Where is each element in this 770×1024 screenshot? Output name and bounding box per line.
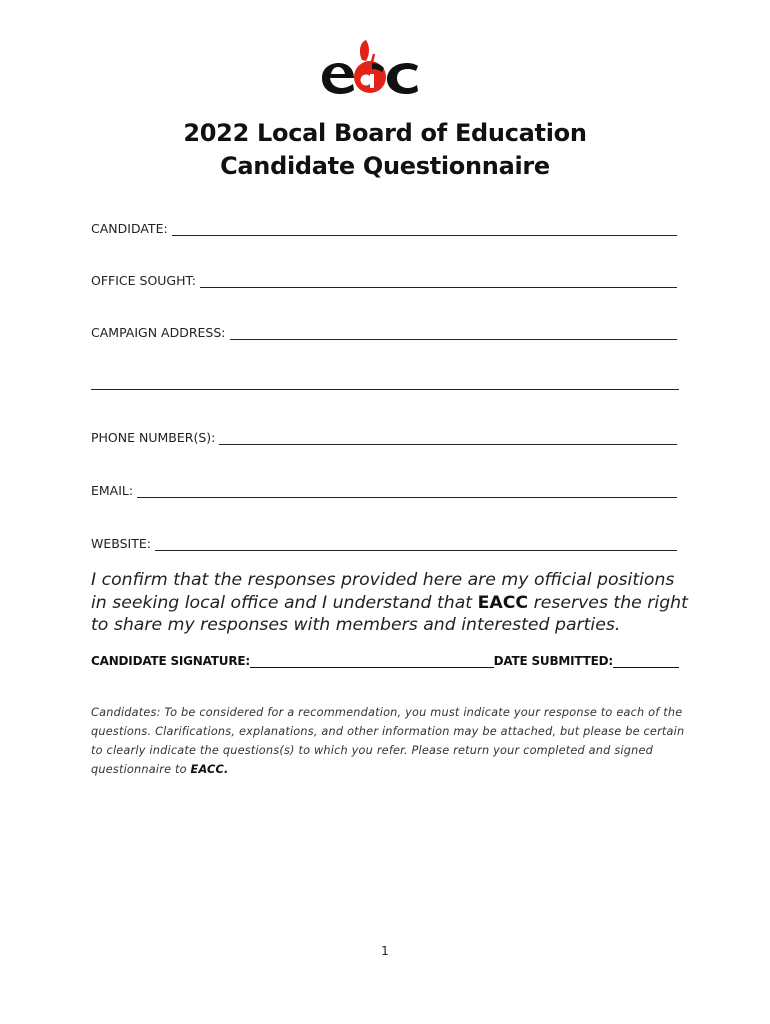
website-label: WEBSITE: (91, 536, 151, 551)
email-field[interactable] (91, 483, 677, 499)
confirmation-text-1: I confirm that the responses provided here are my official positions in seeking local office and I understand that (91, 570, 675, 613)
page-title-line2: Candidate Questionnaire (220, 152, 550, 180)
phone-input-line[interactable] (219, 431, 677, 445)
campaign-address-field[interactable] (91, 325, 677, 341)
signature-row (91, 653, 679, 669)
candidate-label: CANDIDATE: (91, 221, 168, 236)
campaign-address-label: CAMPAIGN ADDRESS: (91, 325, 226, 340)
page-number: 1 (381, 944, 389, 958)
signature-label: CANDIDATE SIGNATURE: (91, 654, 250, 668)
signature-input-line[interactable] (250, 654, 494, 668)
instructions-text: Candidates: To be considered for a recommendation, you must indicate your response to each of the questions. Clarifications, explanations, and other information may be attached, but please be certain to clearly indicate the questions(s) to which you refer. Please return your completed and signed questionnaire to (91, 706, 685, 776)
phone-field[interactable] (91, 430, 677, 446)
office-sought-label: OFFICE SOUGHT: (91, 273, 196, 288)
date-submitted-input-line[interactable] (613, 654, 679, 668)
email-input-line[interactable] (137, 484, 677, 498)
confirmation-statement (91, 569, 691, 637)
campaign-address-input-line[interactable] (230, 326, 677, 340)
email-label: EMAIL: (91, 483, 134, 498)
campaign-address-line-2[interactable] (91, 389, 679, 390)
candidate-field[interactable] (91, 221, 677, 237)
date-submitted-label: DATE SUBMITTED: (493, 654, 613, 668)
confirmation-text-2: reserves the right to share my responses with members and interested parties. (91, 592, 688, 635)
confirmation-org: EACC (477, 592, 529, 613)
office-sought-field[interactable] (91, 273, 677, 289)
eacc-logo (300, 30, 440, 112)
website-input-line[interactable] (155, 537, 677, 551)
phone-label: PHONE NUMBER(S): (91, 430, 216, 445)
page-title-line1: 2022 Local Board of Education (183, 119, 587, 147)
website-field[interactable] (91, 536, 677, 552)
candidate-input-line[interactable] (172, 222, 677, 236)
instructions-org: EACC. (190, 763, 229, 776)
candidate-instructions (91, 703, 691, 779)
office-sought-input-line[interactable] (200, 274, 677, 288)
